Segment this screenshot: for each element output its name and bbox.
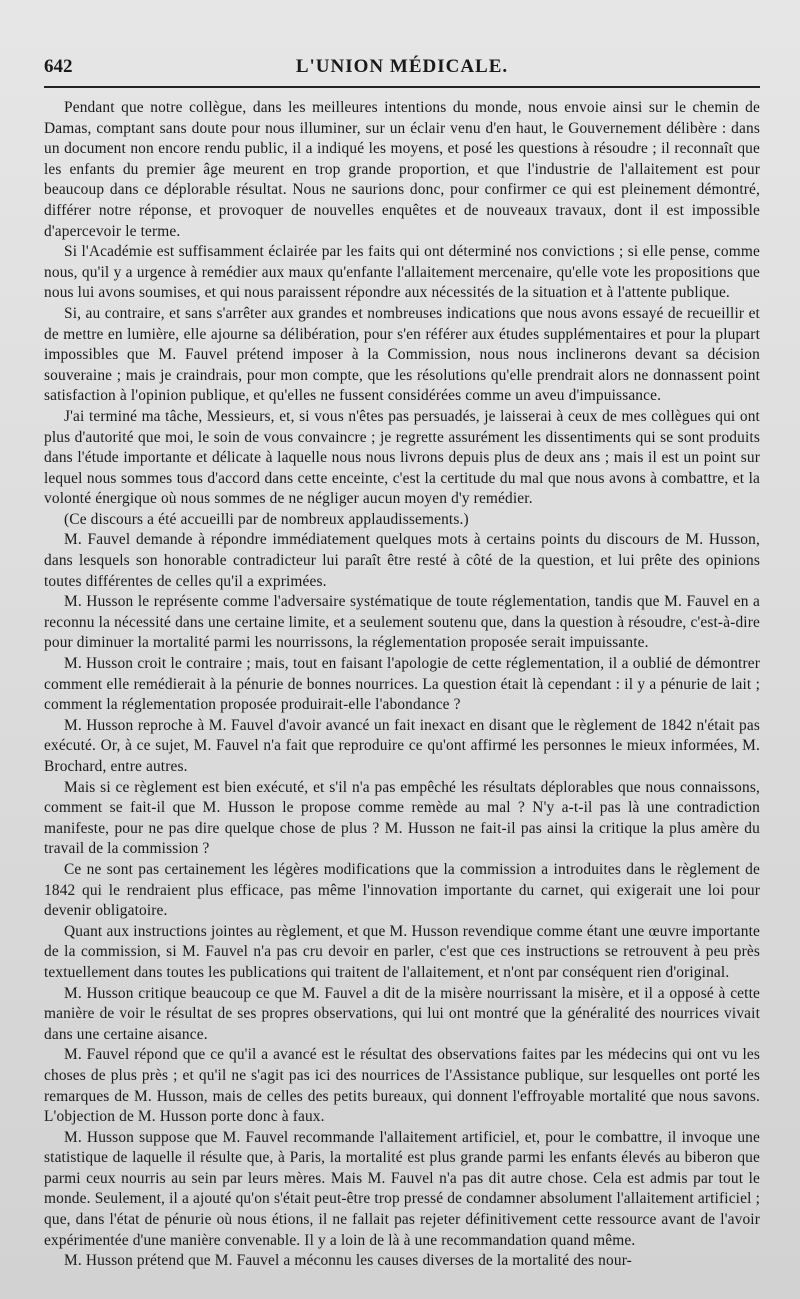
paragraph: M. Husson critique beaucoup ce que M. Fauvel a dit de la misère nourrissant la misère, et il a opposé à cette manière de voir le résultat de ses propres observations, qui lui ont montré que la généralité des nourrices vivait dans une certaine aisance. xyxy=(44,984,760,1043)
header-rule xyxy=(44,86,760,88)
paragraph: J'ai terminé ma tâche, Messieurs, et, si vous n'êtes pas persuadés, je laisserai à ceux de mes collègues qui ont plus d'autorité que moi, le soin de vous convaincre ; je regrette assurément les dissentiments qui se sont produits dans l'étude importante et délicate à laquelle nous nous livrons depuis plus de deux ans ; mais il est un point sur lequel nous sommes tous d'accord dans cette enceinte, c'est la certitude du mal que nous avons à combattre, et la volonté énergique où nous sommes de ne négliger aucun moyen d'y remédier. xyxy=(44,407,760,508)
paragraph: Mais si ce règlement est bien exécuté, et s'il n'a pas empêché les résultats déplorables que nous connaissons, comment se fait-il que M. Husson le propose comme remède au mal ? N'y a-t-il pas là une contradiction manifeste, pour ne pas dire quelque chose de plus ? M. Husson ne fait-il pas ainsi la critique la plus amère du travail de la commission ? xyxy=(44,778,760,858)
paragraph: M. Husson le représente comme l'adversaire systématique de toute réglementation, tandis que M. Fauvel en a reconnu la nécessité dans une certaine limite, et a seulement soutenu que, dans la question à résoudre, c'est-à-dire pour diminuer la mortalité parmi les nourrissons, la réglementation proposée serait impuissante. xyxy=(44,593,760,652)
page-header xyxy=(44,56,760,84)
paragraph: M. Husson prétend que M. Fauvel a méconnu les causes diverses de la mortalité des nour- xyxy=(64,1252,632,1270)
paragraph: (Ce discours a été accueilli par de nombreux applaudissements.) xyxy=(64,510,469,528)
paragraph: Si, au contraire, et sans s'arrêter aux grandes et nombreuses indications que nous avons essayé de recueillir et de mettre en lumière, elle ajourne sa délibération, pour s'en référer aux études supplémentaires et pour la plupart impossibles que M. Fauvel prétend imposer à la Commission, nous nous inclinerons devant sa décision souveraine ; mais je craindrais, pour mon compte, que les résolutions qu'elle prendrait alors ne donnassent point satisfaction à l'opinion publique, et qu'elles ne fussent considérées comme un aveu d'impuissance. xyxy=(44,304,760,405)
running-title: L'UNION MÉDICALE. xyxy=(295,56,509,77)
paragraph: Pendant que notre collègue, dans les meilleures intentions du monde, nous envoie ainsi sur le chemin de Damas, comptant sans doute pour nous illuminer, sur un éclair venu d'en haut, le Gouvernement délibère : dans un document non encore rendu public, il a indiqué les moyens, et posé les questions à résoudre ; il reconnaît que les enfants du premier âge meurent en trop grande proportion, et que l'industrie de l'allaitement est pour beaucoup dans ce déplorable résultat. Nous ne saurions donc, pour confirmer ce qui est pleinement démontré, différer notre réponse, et provoquer de nouvelles enquêtes et de nouveaux travaux, dont il est impossible d'apercevoir le terme. xyxy=(44,99,760,240)
paragraph: M. Fauvel demande à répondre immédiatement quelques mots à certains points du discours de M. Husson, dans lesquels son honorable contradicteur lui paraît être resté à côté de la question, et lui prête des opinions toutes différentes de celles qu'il a exprimées. xyxy=(44,531,760,590)
paragraph: Quant aux instructions jointes au règlement, et que M. Husson revendique comme étant une œuvre importante de la commission, si M. Fauvel n'a pas cru devoir en parler, c'est que ces instructions se retrouvent à peu près textuellement dans toutes les publications qui traitent de l'allaitement, et n'ont par conséquent rien d'original. xyxy=(44,922,760,981)
body-text xyxy=(44,98,760,1278)
paragraph: Ce ne sont pas certainement les légères modifications que la commission a introduites dans le règlement de 1842 qui le rendraient plus efficace, pas même l'innovation importante du carnet, qui exigerait une loi pour devenir obligatoire. xyxy=(44,860,760,920)
paragraph: Si l'Académie est suffisamment éclairée par les faits qui ont déterminé nos convictions ; si elle pense, comme nous, qu'il y a urgence à remédier aux maux qu'enfante l'allaitement mercenaire, qu'elle vote les propositions que nous lui avons soumises, et qui nous paraissent répondre aux nécessités de la situation et à l'attente publique. xyxy=(44,243,760,302)
paragraph: M. Fauvel répond que ce qu'il a avancé est le résultat des observations faites par les médecins qui ont vu les choses de plus près ; et qu'il ne s'agit pas ici des nourrices de l'Assistance publique, sur lesquelles ont porté les remarques de M. Husson, mais de celles des petits bureaux, qui donnent l'effroyable mortalité que nous savons. L'objection de M. Husson porte donc à faux. xyxy=(44,1046,760,1126)
paragraph: M. Husson reproche à M. Fauvel d'avoir avancé un fait inexact en disant que le règlement de 1842 n'était pas exécuté. Or, à ce sujet, M. Fauvel n'a fait que reproduire ce qu'ont affirmé les personnes le mieux informées, M. Brochard, entre autres. xyxy=(44,716,760,775)
page-number: 642 xyxy=(44,56,73,77)
paragraph: M. Husson suppose que M. Fauvel recommande l'allaitement artificiel, et, pour le combattre, il invoque une statistique de laquelle il résulte que, à Paris, la mortalité est plus grande parmi les enfants élevés au biberon que parmi ceux nourris au sein par leurs mères. Mais M. Fauvel n'a pas dit autre chose. Cela est admis par tout le monde. Seulement, il a ajouté qu'on s'était peut-être trop pressé de condamner absolument l'allaitement artificiel ; que, dans l'état de pénurie où nous étions, il ne fallait pas rejeter définitivement cette ressource avant de l'avoir expérimentée d'une manière convenable. Il y a loin de là à une recommandation quand même. xyxy=(44,1128,760,1249)
paragraph: M. Husson croit le contraire ; mais, tout en faisant l'apologie de cette réglementation, il a oublié de démontrer comment elle remédierait à la pénurie de bonnes nourrices. La question était là cependant : il y a pénurie de lait ; comment la réglementation proposée produirait-elle l'abondance ? xyxy=(44,655,760,714)
